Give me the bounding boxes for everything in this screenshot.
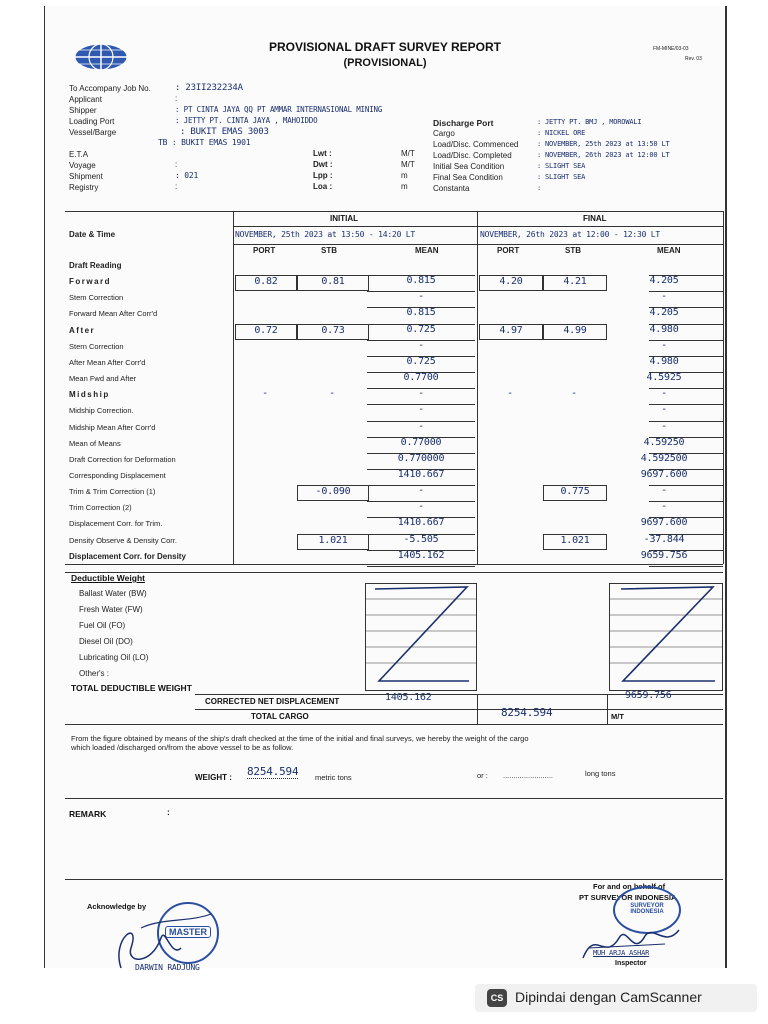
loa-label: Loa : xyxy=(313,182,333,191)
info-right-values xyxy=(537,118,669,195)
info-mid-units xyxy=(401,149,415,193)
deductible-item: Diesel Oil (DO) xyxy=(79,637,133,646)
info-label: Vessel/Barge xyxy=(69,128,117,137)
survey-row-label: Stem Correction xyxy=(69,293,124,303)
final-mean-header: MEAN xyxy=(657,246,681,255)
info-label: Voyage xyxy=(69,161,96,170)
survey-row-label: Midship xyxy=(69,390,110,400)
master-stamp-label: MASTER xyxy=(165,926,211,938)
remark-label: REMARK xyxy=(69,809,107,819)
survey-cell-i-mean: 0.7700 xyxy=(403,372,439,384)
survey-cell-f-mean: -37.844 xyxy=(643,533,685,545)
survey-cell-i-mean: 0.77000 xyxy=(400,436,442,448)
info-label: E.T.A xyxy=(69,150,89,159)
survey-row-label: Displacement Corr. for Density xyxy=(69,551,186,561)
deductible-item: Lubricating Oil (LO) xyxy=(79,653,149,662)
info-label: Applicant xyxy=(69,95,102,104)
survey-cell-i-stb: - xyxy=(329,388,335,400)
final-sea-value: : SLIGHT SEA xyxy=(537,173,586,181)
survey-cell-f-mean: 9697.600 xyxy=(640,517,688,529)
corrected-net-final: 9659.756 xyxy=(625,690,672,701)
report-sheet: PROVISIONAL DRAFT SURVEY REPORT (PROVISIONAL) FM-MINE/03-03 Rev. 03 To Accompany Job No. Applicant Shipper Loading Port Vessel/Barge E.T.A Voyage Shipment Registry : 23II232234A : : PT CINTA JAYA QQ PT AMMAR INTERNASIONAL MINING : JETTY PT. CINTA JAYA , MAHOIDDO : BUKIT EMAS 3003 TB : BUKIT EMAS 1901 : : 021 : Lwt : Dwt : Lpp : Loa : M/T M/T m m Discharge Port Cargo Load/Disc. Commenced Load/Disc. Completed Initial Sea Condition Final Sea Condition Constanta : JETTY PT. BMJ , MOROWALI : NICKEL ORE : NOVEMBER, 25th 2023 at 13:50 LT : NOVEMBER, 26th 2023 at 12:00 LT : SLIGHT SEA : SLIGHT SEA : INITIAL FINAL Date & Time NOVEMBER, 25th 2023 at 13:50 - 14:20 LT NOVEMBER, 26th 2023 at 12:00 - 12:30 LT PORT STB MEAN PORT STB MEAN Draft Reading Forward 0.82 0.81 0.815 4.20 4.21 4.205 Stem Correction - - Forward Mean After Corr'd 0.815 4.205 After 0.72 0.73 0.725 4.97 4.99 4.980 Stern Correction - - After Mean After Corr'd 0.725 4.980 Mean Fwd and After 0.7700 4.5925 Midship - - - - - - Midship Correction. - - Midship Mean After Corr'd - - Mean of Means 0.77000 4.59250 Draft Correction for Deformation 0.770000 4.592500 Corresponding Displacement 1410.667 9697.600 Trim & Trim Correction (1) -0.090 - 0.775 - Trim Correction (2) - - Displacement Corr. for Trim. 1410.667 9697.600 Density Observe & Density Corr. 1.021 -5.505 1.021 -37.844 Displacement Corr. for Density 1405.162 9659.756 Deductible Weight Ballast Water (BW) Fresh Water (FW) Fuel Oil (FO) Diesel Oil (DO) Lubricating Oil (LO) Other's : TOTAL DEDUCTIBLE WEIGHT CORRECTED NET DISPLACEMENT 1405.162 9659.756 TOTAL CARGO 8254.594 M/T From the figure obtained by means of the ship's draft checked at the time of the initial and final surveys, we hereby the weight of the cargo which loaded /discharged on/from the above vessel to be as follow. WEIGHT : 8254.594 metric tons or : ........................ long tons REMARK : Acknowledge by MASTER DARWIN RADJUNG For and on behalf of PT SURVEYOR INDONESIA SURVEYOR INDONESIA MUH ARJA ASHAR Inspector xyxy=(44,6,727,968)
total-cargo-label: TOTAL CARGO xyxy=(251,712,309,721)
survey-cell-i-mean: - xyxy=(418,388,424,400)
survey-row-label: After xyxy=(69,325,96,335)
discharge-port-label: Discharge Port xyxy=(433,118,494,128)
final-port-header: PORT xyxy=(497,246,520,255)
initial-sea-value: : SLIGHT SEA xyxy=(537,162,586,170)
survey-cell-i-mean: - xyxy=(418,404,424,416)
company-stamp-label: SURVEYOR INDONESIA xyxy=(630,903,664,915)
for-behalf-label: For and on behalf of xyxy=(593,882,666,891)
survey-row-label: Trim & Trim Correction (1) xyxy=(69,487,156,497)
survey-cell-f-mean: 4.205 xyxy=(649,307,679,319)
survey-cell-i-mean: - xyxy=(418,291,424,303)
deductible-item: Fuel Oil (FO) xyxy=(79,621,126,630)
survey-cell-f-mean: - xyxy=(661,388,667,400)
weight-label: WEIGHT : xyxy=(195,773,232,782)
shipment-value: : 021 xyxy=(175,171,199,180)
initial-header: INITIAL xyxy=(330,214,358,223)
survey-cell-f-mean: 4.980 xyxy=(649,355,679,367)
info-label: Shipper xyxy=(69,106,97,115)
inspector-signature-icon xyxy=(575,918,685,966)
survey-cell-i-mean: 0.815 xyxy=(406,307,436,319)
info-mid xyxy=(313,149,333,193)
survey-cell-f-mean: 4.592500 xyxy=(640,452,688,464)
survey-cell-f-mean: - xyxy=(661,420,667,432)
final-header: FINAL xyxy=(583,214,607,223)
inspector-name: MUH ARJA ASHAR xyxy=(593,949,650,957)
deductible-title: Deductible Weight xyxy=(71,573,145,583)
acknowledge-label: Acknowledge by xyxy=(87,902,147,911)
survey-row-label: Draft Correction for Deformation xyxy=(69,454,176,464)
deductible-item: Fresh Water (FW) xyxy=(79,605,143,614)
shipper-value: : PT CINTA JAYA QQ PT AMMAR INTERNASIONAL MINING xyxy=(175,105,383,114)
report-subtitle: (PROVISIONAL) xyxy=(343,57,427,69)
survey-cell-f-port: 4.97 xyxy=(479,324,543,340)
tugboat-value: TB : BUKIT EMAS 1901 xyxy=(158,138,251,147)
survey-row-label: Displacement Corr. for Trim. xyxy=(69,519,163,529)
cargo-value: : NICKEL ORE xyxy=(537,129,586,137)
initial-sea-label: Initial Sea Condition xyxy=(433,162,505,171)
completed-value: : NOVEMBER, 26th 2023 at 12:00 LT xyxy=(537,151,670,159)
info-right-labels xyxy=(433,118,518,195)
survey-cell-i-mean: - xyxy=(418,339,424,351)
camscanner-text: Dipindai dengan CamScanner xyxy=(515,989,702,1005)
survey-cell-i-mean: 1410.667 xyxy=(397,468,445,480)
lwt-label: Lwt : xyxy=(313,149,332,158)
date-time-label: Date & Time xyxy=(69,230,116,239)
survey-row-label: Midship Mean After Corr'd xyxy=(69,422,156,432)
unit-label: m xyxy=(401,171,408,180)
camscanner-watermark xyxy=(475,984,757,1012)
survey-row-label: Midship Correction. xyxy=(69,406,134,416)
initial-mean-header: MEAN xyxy=(415,246,439,255)
corrected-net-label: CORRECTED NET DISPLACEMENT xyxy=(205,697,340,706)
final-sea-label: Final Sea Condition xyxy=(433,173,503,182)
info-label: Registry xyxy=(69,183,99,192)
survey-cell-i-mean: -5.505 xyxy=(403,533,439,545)
survey-cell-f-stb: 4.21 xyxy=(543,275,607,291)
deductible-initial-z-mark xyxy=(365,583,477,691)
info-label: Shipment xyxy=(69,172,103,181)
survey-cell-f-mean: - xyxy=(661,339,667,351)
weight-value: 8254.594 xyxy=(247,765,299,778)
survey-cell-f-port: - xyxy=(507,388,513,400)
job-number-value: : 23II232234A xyxy=(175,83,243,93)
survey-cell-f-mean: - xyxy=(661,291,667,303)
unit-label: M/T xyxy=(401,160,415,169)
completed-label: Load/Disc. Completed xyxy=(433,151,512,160)
survey-cell-i-mean: - xyxy=(418,420,424,432)
final-stb-header: STB xyxy=(565,246,581,255)
date-time-final: NOVEMBER, 26th 2023 at 12:00 - 12:30 LT xyxy=(480,230,661,239)
survey-row-label: Trim Correction (2) xyxy=(69,503,132,513)
survey-cell-f-mean: - xyxy=(661,501,667,513)
survey-cell-f-mean: 4.5925 xyxy=(646,372,682,384)
survey-row-label: Draft Reading xyxy=(69,261,122,270)
survey-cell-i-mean: - xyxy=(418,485,424,497)
report-title: PROVISIONAL DRAFT SURVEY REPORT xyxy=(268,40,502,54)
deductible-item: Other's : xyxy=(79,669,109,678)
survey-cell-i-stb: -0.090 xyxy=(297,485,369,501)
constanta-value: : xyxy=(537,184,542,192)
info-left-labels xyxy=(69,84,151,194)
company-name: PT SURVEYOR INDONESIA xyxy=(579,893,677,902)
survey-cell-f-mean: 9659.756 xyxy=(640,549,688,561)
survey-cell-i-mean: 0.725 xyxy=(406,323,436,335)
total-cargo-value: 8254.594 xyxy=(501,706,553,719)
acknowledge-name: DARWIN RADJUNG xyxy=(135,963,200,972)
survey-cell-i-port: - xyxy=(262,388,268,400)
inspector-title: Inspector xyxy=(615,960,647,967)
remark-colon: : xyxy=(167,807,170,817)
total-cargo-unit: M/T xyxy=(611,712,624,721)
survey-cell-f-stb: 4.99 xyxy=(543,324,607,340)
survey-cell-i-mean: 1410.667 xyxy=(397,517,445,529)
survey-cell-i-mean: 0.770000 xyxy=(397,452,445,464)
survey-row-label: Density Observe & Density Corr. xyxy=(69,535,177,545)
commenced-value: : NOVEMBER, 25th 2023 at 13:50 LT xyxy=(537,140,670,148)
survey-cell-i-mean: 1405.162 xyxy=(397,549,445,561)
survey-row-label: Mean Fwd and After xyxy=(69,374,137,384)
survey-cell-f-stb: 1.021 xyxy=(543,534,607,550)
survey-row-label: Forward Mean After Corr'd xyxy=(69,309,158,319)
discharge-port-value: : JETTY PT. BMJ , MOROWALI xyxy=(537,118,642,126)
corrected-net-initial: 1405.162 xyxy=(385,692,432,703)
survey-cell-f-mean: - xyxy=(661,485,667,497)
unit-label: M/T xyxy=(401,149,415,158)
initial-port-header: PORT xyxy=(253,246,276,255)
or-label: or : xyxy=(477,771,488,780)
survey-cell-i-port: 0.82 xyxy=(235,275,297,291)
unit-label: m xyxy=(401,182,408,191)
survey-cell-i-stb: 0.73 xyxy=(297,324,369,340)
lpp-label: Lpp : xyxy=(313,171,333,180)
survey-cell-i-port: 0.72 xyxy=(235,324,297,340)
survey-cell-f-mean: 9697.600 xyxy=(640,468,688,480)
survey-row-label: Corresponding Displacement xyxy=(69,470,166,480)
deductible-list xyxy=(79,589,148,685)
info-label: To Accompany Job No. xyxy=(69,84,151,93)
date-time-initial: NOVEMBER, 25th 2023 at 13:50 - 14:20 LT xyxy=(235,230,416,239)
initial-stb-header: STB xyxy=(321,246,337,255)
long-tons-label: long tons xyxy=(585,769,616,778)
survey-cell-f-mean: 4.205 xyxy=(649,275,679,287)
vessel-value: : BUKIT EMAS 3003 xyxy=(180,127,269,137)
camscanner-logo-icon: CS xyxy=(487,989,507,1007)
survey-cell-i-stb: 0.81 xyxy=(297,275,369,291)
survey-cell-f-stb: - xyxy=(571,388,577,400)
survey-cell-i-mean: 0.725 xyxy=(406,355,436,367)
survey-cell-f-port: 4.20 xyxy=(479,275,543,291)
info-label xyxy=(69,139,151,150)
survey-cell-f-mean: 4.980 xyxy=(649,323,679,335)
total-deductible-label: TOTAL DEDUCTIBLE WEIGHT xyxy=(71,683,192,693)
survey-cell-f-mean: - xyxy=(661,404,667,416)
survey-cell-i-mean: - xyxy=(418,501,424,513)
loading-port-value: : JETTY PT. CINTA JAYA , MAHOIDDO xyxy=(175,116,318,125)
constanta-label: Constanta xyxy=(433,184,470,193)
form-revision: Rev. 03 xyxy=(685,56,702,62)
survey-row-label: After Mean After Corr'd xyxy=(69,357,146,367)
survey-cell-f-mean: 4.59250 xyxy=(643,436,685,448)
survey-row-label: Stern Correction xyxy=(69,341,124,351)
cargo-label: Cargo xyxy=(433,129,455,138)
survey-row-label: Forward xyxy=(69,277,112,287)
survey-cell-i-mean: 0.815 xyxy=(406,275,436,287)
or-dots: ........................ xyxy=(503,771,554,780)
survey-row-label: Mean of Means xyxy=(69,438,121,448)
form-number: FM-MINE/03-03 xyxy=(653,46,689,52)
survey-cell-i-stb: 1.021 xyxy=(297,534,369,550)
deductible-final-z-mark xyxy=(609,583,723,691)
statement-text: From the figure obtained by means of the ship's draft checked at the time of the initial and final surveys, we hereby the weight of the cargo which loaded /discharged on/from the above vessel to be as follow. xyxy=(71,734,529,752)
dwt-label: Dwt : xyxy=(313,160,333,169)
weight-unit: metric tons xyxy=(315,773,352,782)
info-label: Loading Port xyxy=(69,117,115,126)
commenced-label: Load/Disc. Commenced xyxy=(433,140,519,149)
deductible-item: Ballast Water (BW) xyxy=(79,589,147,598)
survey-cell-f-stb: 0.775 xyxy=(543,485,607,501)
